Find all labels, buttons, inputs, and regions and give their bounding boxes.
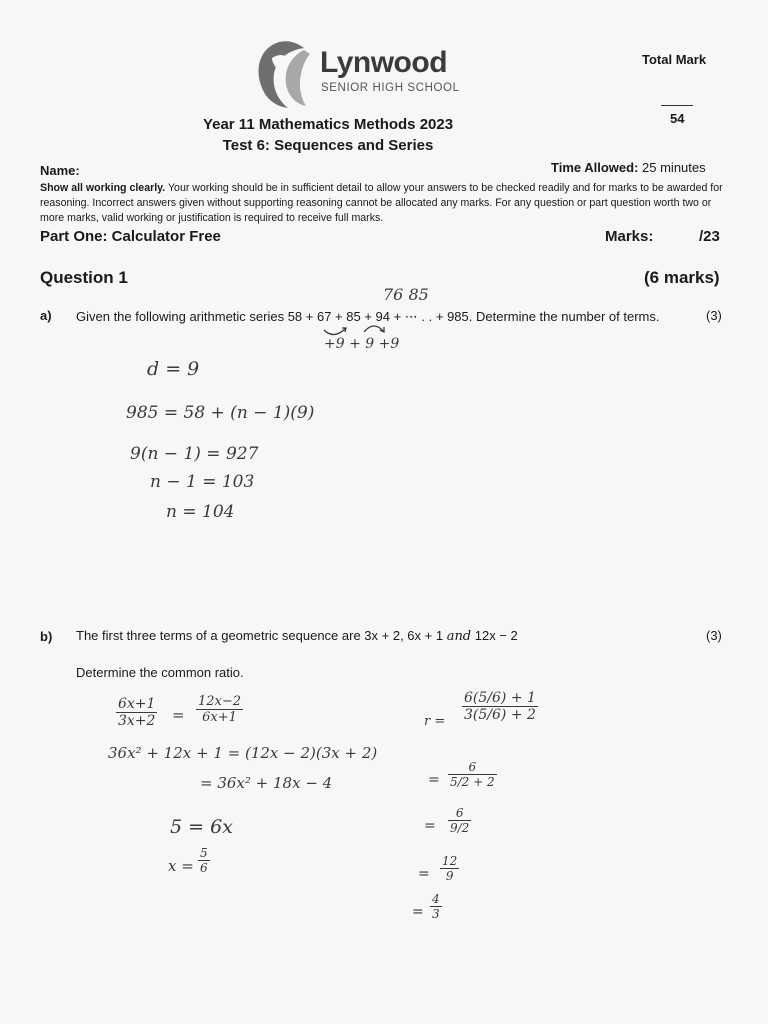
working-r-equals-4: =: [418, 866, 430, 882]
instructions-body: Your working should be in sufficient detail to allow your answers to be checked readily and for marks to be awarded for reasoning. Incorrect answers given without supporting reasoning cannot be allocated any marks. For any question or part question worth two or more marks, valid working or justification is required to receive full marks.: [40, 182, 723, 224]
fraction-denominator: 3(5/6) + 2: [464, 707, 536, 723]
part-b-marks: (3): [706, 628, 722, 643]
fraction-denominator: 6: [200, 861, 208, 875]
fraction-numerator: 12x−2: [198, 694, 242, 709]
working-a-line-3: 9(n − 1) = 927: [130, 444, 259, 464]
instructions: [40, 181, 730, 226]
working-r-fraction-5: [430, 892, 442, 921]
part-marks-label: Marks:: [605, 228, 654, 245]
total-mark-label: Total Mark: [642, 52, 707, 67]
fraction-denominator: 3: [432, 907, 440, 921]
part-b-instruction: Determine the common ratio.: [76, 665, 244, 680]
part-b-question-prefix: The first three terms of a geometric sequence are 3x + 2, 6x + 1: [76, 628, 447, 643]
working-a-line-4: n − 1 = 103: [150, 472, 255, 492]
fraction-denominator: 9/2: [450, 821, 470, 835]
part-a-question: Given the following arithmetic series 58 + 67 + 85 + 94 + ⋯ . . + 985. Determine the number of terms.: [76, 309, 660, 324]
working-r-label: r =: [424, 714, 446, 729]
question-title: Question 1: [40, 268, 128, 287]
annotation-differences: +9 + 9 +9: [324, 336, 400, 352]
part-a-letter: a): [40, 308, 52, 323]
total-mark-divider: [661, 105, 693, 106]
part-b-question: [76, 628, 518, 644]
school-name: Lynwood: [320, 46, 448, 79]
working-b-fraction-2: [196, 694, 243, 725]
working-r-equals-5: =: [412, 904, 424, 920]
question-marks: (6 marks): [644, 268, 720, 287]
instructions-bold: Show all working clearly.: [40, 182, 166, 194]
part-b-letter: b): [40, 629, 53, 644]
working-r-equals-3: =: [424, 818, 436, 834]
fraction-denominator: 9: [445, 869, 454, 883]
fraction-numerator: 4: [432, 892, 440, 906]
annotation-correction: 76 85: [383, 285, 429, 304]
working-b-x-fraction: [198, 846, 210, 875]
working-r-fraction-1: [462, 690, 538, 723]
fraction-numerator: 6(5/6) + 1: [464, 690, 536, 706]
working-r-fraction-2: [448, 760, 497, 789]
working-b-line-3: = 36x² + 18x − 4: [200, 774, 333, 792]
fraction-numerator: 5: [200, 846, 208, 860]
working-b-fraction-1: [116, 696, 157, 729]
school-subtitle: SENIOR HIGH SCHOOL: [321, 82, 460, 94]
fraction-numerator: 6: [448, 760, 497, 775]
test-title: Year 11 Mathematics Methods 2023: [202, 116, 454, 133]
fraction-denominator: 6x+1: [202, 710, 237, 725]
working-r-fraction-3: [448, 806, 471, 835]
total-mark-value: 54: [670, 111, 685, 126]
working-a-line-5: n = 104: [166, 502, 235, 522]
time-allowed-value: 25 minutes: [642, 160, 706, 175]
working-b-x-label: x =: [168, 857, 194, 875]
working-b-line-4: 5 = 6x: [170, 816, 233, 838]
fraction-numerator: 12: [442, 854, 458, 868]
working-b-line-2: 36x² + 12x + 1 = (12x − 2)(3x + 2): [108, 744, 378, 762]
part-b-question-and: and: [446, 629, 472, 644]
name-label: Name:: [40, 163, 80, 178]
part-marks-value: /23: [699, 228, 720, 245]
working-r-fraction-4: [440, 854, 459, 883]
working-r-equals-2: =: [428, 772, 440, 788]
fraction-denominator: 5/2 + 2: [450, 775, 495, 789]
school-logo: [248, 38, 310, 110]
part-a-marks: (3): [706, 308, 722, 323]
working-a-line-1: d = 9: [147, 358, 200, 380]
fraction-numerator: 6: [448, 806, 471, 821]
time-allowed-label: Time Allowed:: [551, 160, 639, 175]
fraction-denominator: 3x+2: [118, 713, 156, 729]
working-b-equals: =: [172, 706, 185, 724]
time-allowed: [551, 160, 706, 175]
working-a-line-2: 985 = 58 + (n − 1)(9): [126, 403, 315, 423]
part-b-question-suffix: 12x − 2: [471, 628, 518, 643]
part-title: Part One: Calculator Free: [40, 228, 221, 245]
test-subtitle: Test 6: Sequences and Series: [222, 137, 434, 154]
fraction-numerator: 6x+1: [118, 696, 156, 712]
